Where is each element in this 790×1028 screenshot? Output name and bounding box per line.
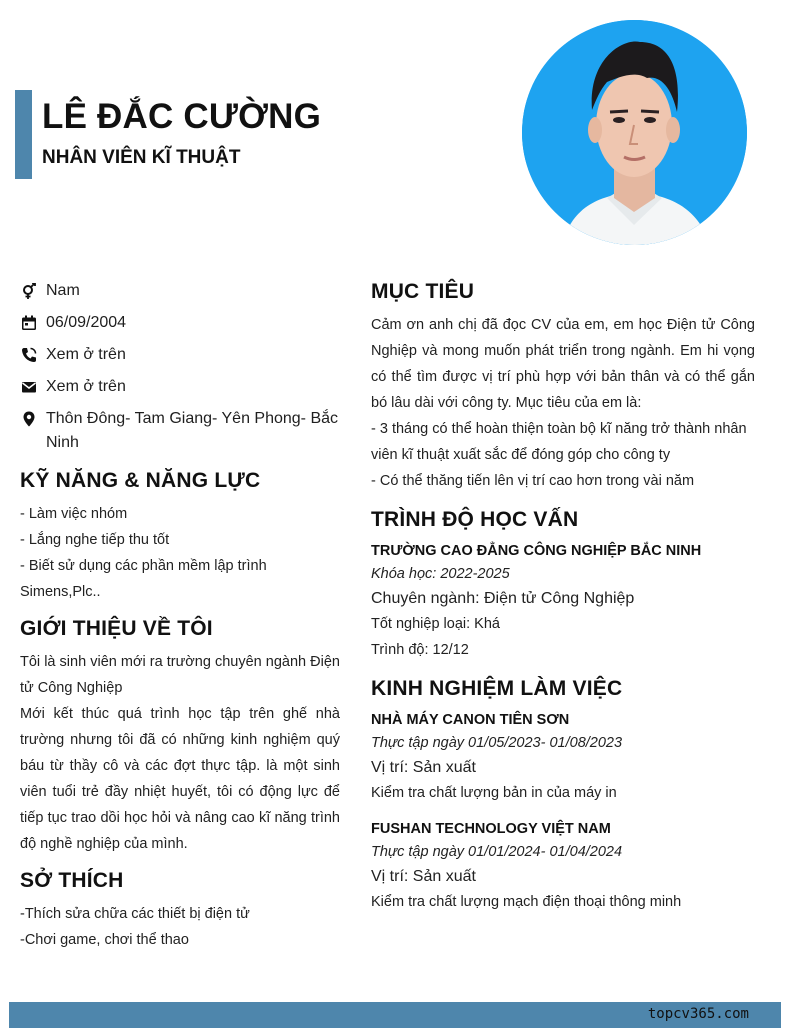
right-column xyxy=(371,280,755,915)
footer-bar xyxy=(9,1002,781,1028)
phone-value: Xem ở trên xyxy=(46,346,126,363)
education-title: TRÌNH ĐỘ HỌC VẤN xyxy=(371,508,579,531)
experience-section xyxy=(371,677,755,915)
name-accent-bar xyxy=(15,90,32,179)
info-birthdate xyxy=(20,311,340,335)
job-period: Thực tập ngày 01/05/2023- 01/08/2023 xyxy=(371,735,623,751)
footer-watermark: topcv365.com xyxy=(647,1006,749,1022)
education-grade: Tốt nghiệp loại: Khá xyxy=(371,616,500,632)
candidate-position: NHÂN VIÊN KĨ THUẬT xyxy=(42,147,241,168)
skill-item: - Làm việc nhóm xyxy=(20,506,128,522)
gender-icon xyxy=(20,279,37,303)
phone-icon xyxy=(20,343,37,367)
about-title: GIỚI THIỆU VỀ TÔI xyxy=(20,617,213,640)
job-role: Vị trí: Sản xuất xyxy=(371,759,476,776)
gender-value: Nam xyxy=(46,282,80,299)
avatar-portrait-image xyxy=(522,20,747,245)
experience-title: KINH NGHIỆM LÀM VIỆC xyxy=(371,677,623,700)
objective-goal: - 3 tháng có thể hoàn thiện toàn bộ kĩ năng trở thành nhân viên kĩ thuật xuất sắc để đóng góp cho công ty xyxy=(371,421,747,463)
about-paragraph: Tôi là sinh viên mới ra trường chuyên ngành Điện tử Công Nghiệp xyxy=(20,654,340,696)
avatar xyxy=(522,20,747,245)
job-description: Kiểm tra chất lượng bản in của máy in xyxy=(371,785,617,801)
about-section xyxy=(20,617,340,857)
skills-section xyxy=(20,469,340,605)
email-icon xyxy=(20,375,37,399)
info-gender xyxy=(20,279,340,303)
email-value: Xem ở trên xyxy=(46,378,126,395)
hobbies-section xyxy=(20,869,340,953)
info-address xyxy=(20,407,340,455)
skill-item: - Biết sử dụng các phần mềm lập trình Simens,Plc.. xyxy=(20,558,267,600)
education-level: Trình độ: 12/12 xyxy=(371,642,469,658)
location-icon xyxy=(20,407,37,431)
education-section xyxy=(371,508,755,663)
school-name: TRƯỜNG CAO ĐẲNG CÔNG NGHIỆP BẮC NINH xyxy=(371,543,702,559)
job-entry xyxy=(371,709,755,806)
job-company: NHÀ MÁY CANON TIÊN SƠN xyxy=(371,712,570,728)
hobby-item: -Thích sửa chữa các thiết bị điện tử xyxy=(20,906,250,922)
job-period: Thực tập ngày 01/01/2024- 01/04/2024 xyxy=(371,844,623,860)
info-phone xyxy=(20,343,340,367)
birthdate-value: 06/09/2004 xyxy=(46,314,127,331)
education-major: Chuyên ngành: Điện tử Công Nghiệp xyxy=(371,590,635,607)
job-company: FUSHAN TECHNOLOGY VIỆT NAM xyxy=(371,821,611,837)
about-paragraph: Mới kết thúc quá trình học tập trên ghế nhà trường nhưng tôi đã có những kinh nghiệm quý báu từ thầy cô và các đợt thực tập. là một sinh viên tuổi trẻ đầy nhiệt huyết, tôi có động lực để tiếp tục trao dồi học hỏi và nâng cao kĩ năng trình độ nghề nghiệp của mình. xyxy=(20,706,340,852)
job-description: Kiểm tra chất lượng mạch điện thoại thông minh xyxy=(371,894,682,910)
job-entry xyxy=(371,818,755,915)
candidate-name: LÊ ĐẮC CƯỜNG xyxy=(42,97,322,136)
skills-title: KỸ NĂNG & NĂNG LỰC xyxy=(20,469,261,492)
hobby-item: -Chơi game, chơi thể thao xyxy=(20,932,189,948)
objective-goal: - Có thể thăng tiến lên vị trí cao hơn trong vài năm xyxy=(371,473,695,489)
objective-section xyxy=(371,280,755,494)
education-period: Khóa học: 2022-2025 xyxy=(371,566,510,582)
hobbies-title: SỞ THÍCH xyxy=(20,869,124,892)
info-email xyxy=(20,375,340,399)
job-role: Vị trí: Sản xuất xyxy=(371,868,476,885)
calendar-icon xyxy=(20,311,37,335)
left-column xyxy=(20,279,340,953)
objective-title: MỤC TIÊU xyxy=(371,280,475,303)
personal-info xyxy=(20,279,340,455)
address-value: Thôn Đông- Tam Giang- Yên Phong- Bắc Ninh xyxy=(46,410,339,451)
objective-paragraph: Cảm ơn anh chị đã đọc CV của em, em học Điện tử Công Nghiệp và mong muốn phát triển trong ngành. Em hi vọng có thể tìm được vị trí phù hợp với bản thân và có thể gắn bó lâu dài với công ty. Mục tiêu của em là: xyxy=(371,317,755,411)
skill-item: - Lắng nghe tiếp thu tốt xyxy=(20,532,170,548)
